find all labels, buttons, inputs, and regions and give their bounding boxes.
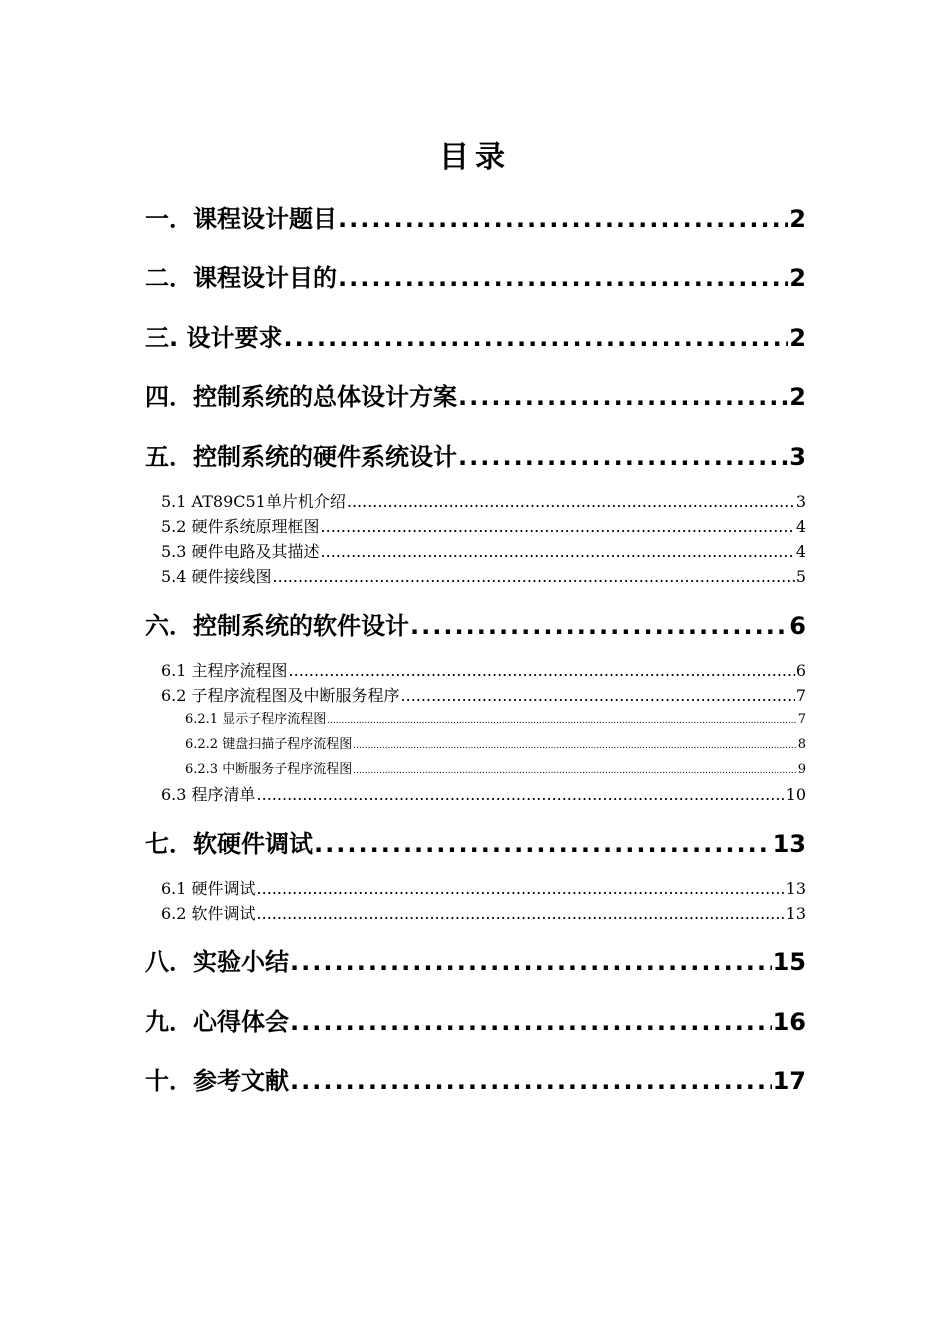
toc-entry-4[interactable]: [145, 380, 806, 414]
leader-dots: [273, 565, 795, 589]
toc-entry-label: 6.2.3 中断服务子程序流程图: [185, 762, 353, 777]
toc-entry-page: 2: [789, 264, 806, 292]
toc-entry-1[interactable]: [145, 202, 806, 236]
toc-entry-label: 三. 设计要求: [145, 324, 283, 352]
toc-entry-label: 八．实验小结: [145, 948, 289, 976]
toc-entry-page: 4: [795, 542, 806, 561]
toc-entry-5-2[interactable]: [161, 515, 806, 539]
leader-dots: [338, 202, 788, 236]
toc-entry-label: 5.2 硬件系统原理框图: [161, 517, 320, 536]
toc-entry-5-4[interactable]: [161, 565, 806, 589]
leader-dots: [257, 902, 785, 926]
toc-entry-2[interactable]: [145, 261, 806, 295]
toc-entry-label: 十．参考文献: [145, 1067, 289, 1095]
toc-entry-6[interactable]: [145, 609, 806, 643]
leader-dots: [353, 735, 797, 756]
toc-entry-label: 二．课程设计目的: [145, 264, 337, 292]
toc-entry-page: 8: [797, 737, 806, 752]
leader-dots: [353, 760, 797, 781]
leader-dots: [410, 609, 788, 643]
leader-dots: [321, 515, 795, 539]
toc-entry-page: 17: [772, 1067, 806, 1095]
toc-entry-page: 13: [772, 830, 806, 858]
toc-entry-page: 9: [797, 762, 806, 777]
leader-dots: [347, 490, 795, 514]
toc-entry-9[interactable]: [145, 1005, 806, 1039]
toc-entry-5-3[interactable]: [161, 540, 806, 564]
leader-dots: [290, 945, 772, 979]
toc-entry-6-1[interactable]: [161, 659, 806, 683]
leader-dots: [458, 440, 788, 474]
toc-entry-label: 6.2 软件调试: [161, 904, 256, 923]
toc-entry-label: 6.3 程序清单: [161, 785, 256, 804]
toc-entry-5-1[interactable]: [161, 490, 806, 514]
leader-dots: [338, 261, 788, 295]
toc-entry-label: 五．控制系统的硬件系统设计: [145, 443, 457, 471]
toc-entry-6-2-3[interactable]: [185, 759, 806, 781]
toc-entry-page: 3: [795, 492, 806, 511]
toc-entry-7-2[interactable]: [161, 902, 806, 926]
toc-entry-label: 六．控制系统的软件设计: [145, 612, 409, 640]
toc-entry-label: 6.2 子程序流程图及中断服务程序: [161, 686, 400, 705]
toc-entry-page: 5: [795, 567, 806, 586]
toc-entry-page: 15: [772, 948, 806, 976]
toc-entry-page: 3: [789, 443, 806, 471]
toc-entry-label: 6.2.2 键盘扫描子程序流程图: [185, 737, 353, 752]
toc-entry-6-2[interactable]: [161, 684, 806, 708]
toc-entry-5[interactable]: [145, 440, 806, 474]
leader-dots: [290, 1005, 772, 1039]
toc-entry-7-1[interactable]: [161, 877, 806, 901]
toc-entry-label: 5.4 硬件接线图: [161, 567, 272, 586]
toc-entry-6-2-1[interactable]: [185, 709, 806, 731]
leader-dots: [257, 877, 785, 901]
leader-dots: [257, 783, 785, 807]
toc-entry-page: 6: [795, 661, 806, 680]
leader-dots: [401, 684, 795, 708]
toc-entry-label: 6.1 硬件调试: [161, 879, 256, 898]
toc-entry-8[interactable]: [145, 945, 806, 979]
toc-entry-page: 2: [789, 383, 806, 411]
toc-entry-3[interactable]: [145, 321, 806, 355]
leader-dots: [327, 710, 797, 731]
toc-entry-page: 2: [789, 205, 806, 233]
toc-entry-label: 九．心得体会: [145, 1008, 289, 1036]
toc-entry-page: 6: [789, 612, 806, 640]
toc-entry-label: 七．软硬件调试: [145, 830, 313, 858]
toc-entry-7[interactable]: [145, 827, 806, 861]
toc-entry-page: 10: [785, 785, 806, 804]
leader-dots: [289, 659, 795, 683]
leader-dots: [283, 321, 788, 355]
toc-entry-page: 7: [795, 686, 806, 705]
toc-entry-page: 2: [789, 324, 806, 352]
toc-entry-6-3[interactable]: [161, 783, 806, 807]
toc-entry-page: 7: [797, 712, 806, 727]
toc-entry-page: 13: [785, 904, 806, 923]
toc-entry-page: 16: [772, 1008, 806, 1036]
toc-entry-label: 6.2.1 显示子程序流程图: [185, 712, 327, 727]
toc-title: 目录: [439, 140, 511, 175]
toc-entry-label: 5.1 AT89C51单片机介绍: [161, 492, 346, 511]
toc-entry-label: 一．课程设计题目: [145, 205, 337, 233]
toc-entry-label: 5.3 硬件电路及其描述: [161, 542, 320, 561]
leader-dots: [321, 540, 795, 564]
toc-entry-label: 四．控制系统的总体设计方案: [145, 383, 457, 411]
leader-dots: [458, 380, 788, 414]
toc-entry-page: 4: [795, 517, 806, 536]
toc-entry-10[interactable]: [145, 1064, 806, 1098]
toc-entry-page: 13: [785, 879, 806, 898]
leader-dots: [314, 827, 772, 861]
toc-entry-label: 6.1 主程序流程图: [161, 661, 288, 680]
leader-dots: [290, 1064, 772, 1098]
toc-entry-6-2-2[interactable]: [185, 734, 806, 756]
